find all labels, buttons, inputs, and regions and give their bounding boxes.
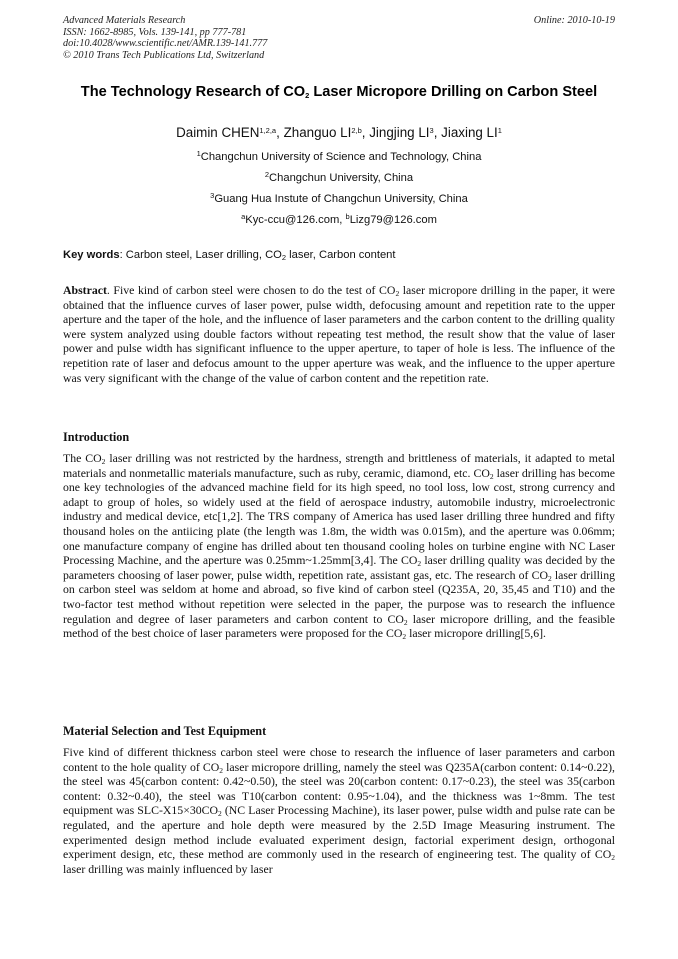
paper-title: The Technology Research of $CO_2$ Laser Micropore Drilling on Carbon Steel: [80, 84, 598, 100]
email-list: $^a$Kyc-ccu@126.com, $^b$Lizg79@126.com: [241, 212, 437, 226]
online-date: Online: 2010-10-19: [533, 15, 615, 26]
author: Daimin CHEN: [176, 125, 260, 140]
author-list: Daimin CHEN$^{1,2,a}$, Zhanguo LI$^{2,b}$, Jingjing $LI^3$, Jiaxing $LI^1$: [176, 125, 502, 140]
section-heading-introduction: Introduction: [63, 430, 130, 444]
journal-header: [63, 15, 267, 61]
affiliation: $^1$Changchun University of Science and Technology, China: [196, 149, 482, 163]
introduction-paragraph: The $CO_2$ laser drilling was not restricted by the hardness, strength and brittleness of materials, it adapted to metal materials and nonmetallic materials manufacture, such as ruby, ceramic, diamond, etc. $CO_2$ laser drilling has become one key technologies of the advanced machine field for its high speed, no tool loss, low cost, strong currency and adapt to group of holes, so widely used at the field of aerospace industry, automobile industry, microelectronic industry and medical device, etc[1,2]. The TRS company of America has used laser drilling three hundred and fifty thousand holes on the antiicing plate (the length was 1.8m, the width was 0.015m), and the aperture was 0.06mm; one manufacture company of engine has drilled about ten thousand cooling holes on turbine engine with NC Laser Processing Machine, and the aperture was 0.25mm~1.25mm[3,4]. The $CO_2$ laser drilling quality was decided by the parameters choosing of laser power, pulse width, repetition rate, assistant gas, etc. The research of $CO_2$ laser drilling on carbon steel was seldom at home and abroad, so five kind of carbon steel (Q235A, 20, 35,45 and T10) and the two-factor test method without repetition were selected in the paper, the purpose was to research the influence regulation and degree of laser parameters and carbon content to $CO_2$ laser micropore drilling, and the feasible method of the best choice of laser parameters were proposed for the $CO_2$ laser micropore drilling[5,6].: [63, 451, 615, 642]
author: Zhanguo LI: [283, 125, 352, 140]
author: Jingjing LI: [369, 125, 430, 140]
email: Kyc-ccu@126.com: [245, 214, 340, 226]
copyright-line: © 2010 Trans Tech Publications Ltd, Switzerland: [63, 49, 265, 61]
journal-name: Advanced Materials Research: [63, 15, 186, 26]
keywords-label: Key words: [63, 249, 120, 261]
materials-paragraph: Five kind of different thickness carbon steel were chose to research the influence of laser parameters and carbon content to the hole quality of $CO_2$ laser micropore drilling, namely the steel was Q235A(carbon content: 0.14~0.22), the steel was 45(carbon content: 0.42~0.50), the steel was 20(carbon content: 0.17~0.23), the steel was 35(carbon content: 0.32~0.40), the steel was T10(carbon content: 0.95~1.04), and the thickness was 1~8mm. The test equipment was SLC-$X15\times 30CO_2$ (NC Laser Processing Machine), its laser power, pulse width and pulse rate can be regulated, and the aperture and hole depth were measured by the 2.5D Image Measuring instrument. The experimented design method include evaluated experiment design, factorial experiment design, orthogonal experiment design, etc, these method are commonly used in the research of engineering test. The quality of $CO_2$ laser drilling was mainly influenced by laser: [63, 745, 615, 876]
email: Lizg79@126.com: [349, 214, 437, 226]
abstract-label: Abstract: [63, 283, 107, 297]
issn-line: ISSN: 1662-8985, Vols. 139-141, pp 777-781: [63, 26, 247, 38]
section-heading-materials: Material Selection and Test Equipment: [63, 724, 267, 738]
affiliation: $^3$Guang Hua Instute of Changchun University, China: [210, 191, 468, 205]
abstract: Abstract. Five kind of carbon steel were chosen to do the test of $CO_2$ laser micropore drilling in the paper, it were obtained that the influence curves of laser power, pulse width, defocusing amount and repetition rate to the upper aperture and the taper of the hole, and the influence of laser parameters and the carbon content to the drilling quality were system analyzed using double factors without repeating test method, the result show that the value of laser power and pulse width has significant influence to the upper aperture, to taper of hole is less. The influence of the repetition rate of laser and defocus amount to the upper aperture was weak, and the influence to the upper aperture was very significant with the change of the value of carbon content and the repetition rate.: [63, 283, 616, 385]
author: Jiaxing LI: [441, 125, 498, 140]
affiliation: $^2$Changchun University, China: [264, 170, 414, 184]
keywords: Key words: Carbon steel, Laser drilling, $CO_2$ laser, Carbon content: [63, 249, 396, 262]
doi-line: doi:10.4028/www.scientific.net/AMR.139-141.777: [63, 38, 268, 49]
